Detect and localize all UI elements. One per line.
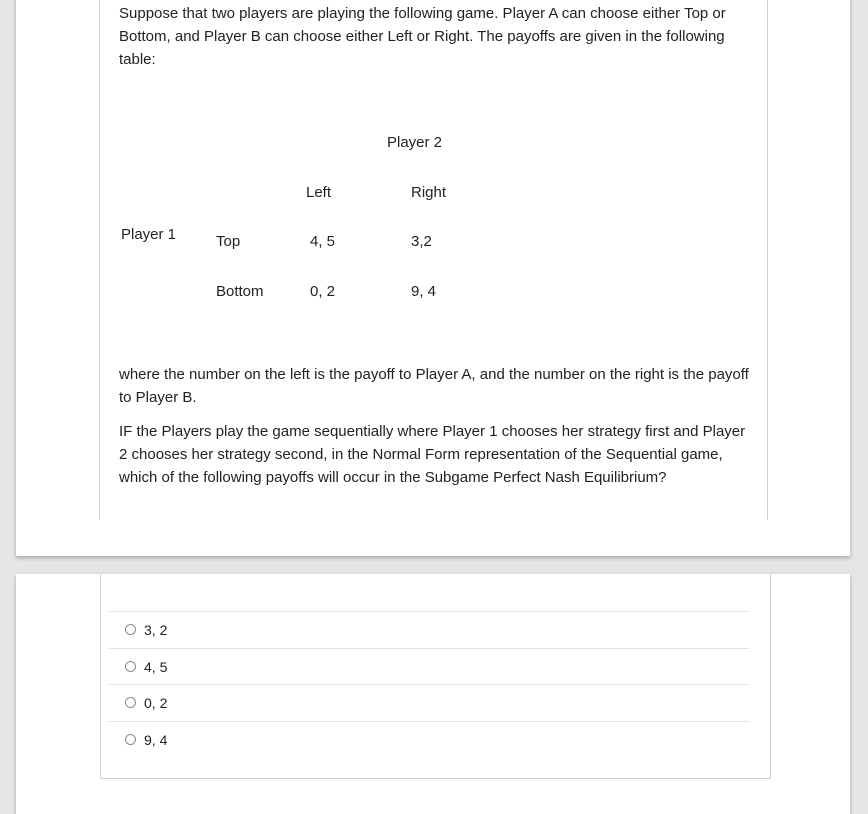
row-label-bottom: Bottom: [216, 283, 264, 300]
question-card: [16, 0, 850, 556]
right-border: [767, 0, 768, 520]
answer-option-label: 0, 2: [144, 695, 168, 711]
answer-option[interactable]: [109, 684, 749, 721]
left-border: [99, 0, 100, 520]
answer-option-label: 3, 2: [144, 622, 168, 638]
payoff-bottom-right: 9, 4: [411, 283, 437, 300]
col-header-left: Left: [306, 184, 332, 201]
answer-option[interactable]: [109, 648, 749, 685]
col-header-right: Right: [411, 184, 447, 201]
row-label-top: Top: [216, 233, 241, 250]
answer-option-label: 4, 5: [144, 659, 168, 675]
payoff-top-right: 3,2: [411, 233, 432, 250]
radio-button[interactable]: [125, 661, 136, 672]
radio-button[interactable]: [125, 734, 136, 745]
question-prompt: IF the Players play the game sequentially where Player 1 chooses her strategy first and Player 2 chooses her strategy second, in the Normal Form representation of the Sequential game, which of the following payoffs will occur in the Subgame Perfect Nash Equilibrium?: [119, 423, 746, 486]
payoff-bottom-left: 0, 2: [310, 283, 336, 300]
payoff-top-left: 4, 5: [310, 233, 336, 250]
answer-option[interactable]: [109, 611, 749, 648]
payoff-explanation: where the number on the left is the payoff to Player A, and the number on the right is the payoff to Player B.: [119, 366, 749, 406]
answer-choices: [100, 574, 771, 779]
answer-option[interactable]: [109, 721, 749, 758]
answers-card: [16, 574, 850, 814]
radio-button[interactable]: [125, 697, 136, 708]
answer-option-label: 9, 4: [144, 732, 168, 748]
radio-button[interactable]: [125, 624, 136, 635]
column-player-label: Player 2: [387, 134, 443, 151]
question-intro: Suppose that two players are playing the following game. Player A can choose either Top or Bottom, and Player B can choose either Left or Right. The payoffs are given in the following table:: [119, 5, 726, 68]
row-player-label: Player 1: [121, 226, 177, 243]
